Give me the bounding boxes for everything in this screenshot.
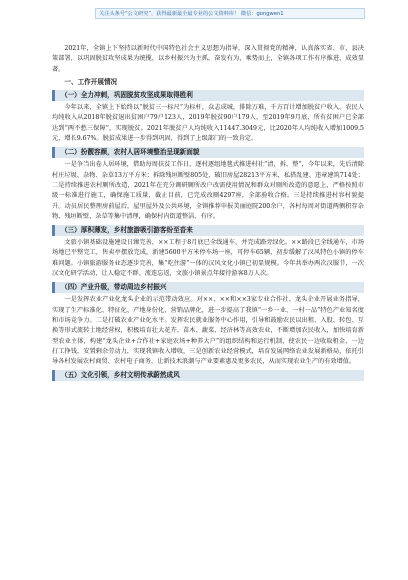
subheading-4: （四）产业升级，带动周边乡村振兴 [52,282,364,293]
subheading-1: （一）全力冲刺，巩固脱贫攻坚成果取得胜利 [52,90,364,101]
paragraph-industry: 一是发挥农业产业化龙头企业的示范带动效应。对××、××和××3家专业合作社、龙头企业开展业务指导，实现了生产标准化、特征化、产地身份化、营销品牌化，进一步提高了我镇“一乡一业、一村一品”特色产业知名度和市场竞争力。二是打破农业产业化水平。发挥农民就业服务中心作用，引导和鼓励农民以出租、入股、转包、互换等形式流转土地经营权，积极培育壮大花卉、苗木、蔬菜、经济林等高效农业，不断增加农民收入，加快培育新型农业主体，构建“龙头企业+合作社+家庭农场+种养大户”的组织结构和运行机制，使农民一边收取租金，一边打工挣钱，安置剩余劳动力，实现我镇收入增收，三是创新农业经营模式，培育发展网络农业发展新格局，依托引导各村发展农村商贸、农村电子商务，让新技术浪潮与产业要素惠及更多农民，从而实现农业生产的有效增值。 [52,296,364,366]
document-body [52,44,364,383]
paragraph-environment: 一是争当出卷人居环境，借助每周扶贫工作日，逐村逐组地毯式推进村社“清、拆、整”，今年以来，先后清除村庄垃圾、杂物、杂草13万平方米；拆除残垣断壁805处，破旧房屋28213平方米，私搭乱建、违章建筑714处；二是持续推进农村厕所改造，2021年在充分调研厕所改户改需使用情况和群众对厕所改造的意愿上，严格按照市级一标准进行施工，确保施工质量，截止目前，已完成改厕4297座，全部验收合格。三是持续推进村容村貌提升。动员居民整理房前屋后，屋里屋外及公共环境，全镇推荐申报美丽庭院200余户，各村每周对街道两侧积存杂物、残垣断壁、杂草等集中清理，确保村内街道整洁、有序。 [52,161,364,220]
section-heading-1: 一、工作开展情况 [64,77,118,86]
paragraph-tourism: 文旅小镇基础设施建设日臻完善，××工程于8月底已全线通车，并完成路旁绿化。××路段已全线通车，市场场地已平整完工，售卖亭摆放完成，新建5600平方米停车场一座，可停车65辆，初步缓解了汉风特色小镇的停车难问题。小镇旅游服务业态逐步完善，集“吃住游”一体的汉风文化小镇已初显规模。今年共举办两次汉服节，一次汉文化研学活动，让人稳定不群、流连忘返，文旅小镇景点年接待游客8万人次。 [52,239,364,278]
header-banner: 关注头条号“公文研究”，获得最新最全最专业的公文资料库！ 微信：gongwen1 [95,8,365,19]
paragraph-poverty: 今年以来，全镇上下始终以“脱贫三一标尺”为标杆，众志成城，排除万难，千方百计增加脱贫户收入。农民人均纯收入从2018年脱贫退出贫困户79户123人，2019年脱贫90户179人，至2019年9月底，所有贫困户已全部达到“两不愁三保障”，实现脱贫。2021年脱贫户人均纯收入11447.3049元，比2020年人均纯收入增加1009.5元，增长9.67%。脱贫成果进一步得到巩固，得到了上级部门的一致肯定。 [52,104,364,143]
subheading-5: （五）文化引领，乡村文明传承蔚然成风 [52,370,364,381]
intro-paragraph: 2021年，全镇上下坚持以新时代中国特色社会主义思想为指导，深入贯彻党的精神，认真落实省、市、县决策部署，以巩固脱贫攻坚成果为统揽，以乡村振兴为主抓，奋发有为，乘势而上，全镇各项工作有序推进，成效显著。 [52,45,364,73]
subheading-2: （二）扮靓容颜，农村人居环境整治呈现新面貌 [52,147,364,158]
subheading-3: （三）厚积薄发，乡村旅游吸引游客纷至沓来 [52,225,364,236]
